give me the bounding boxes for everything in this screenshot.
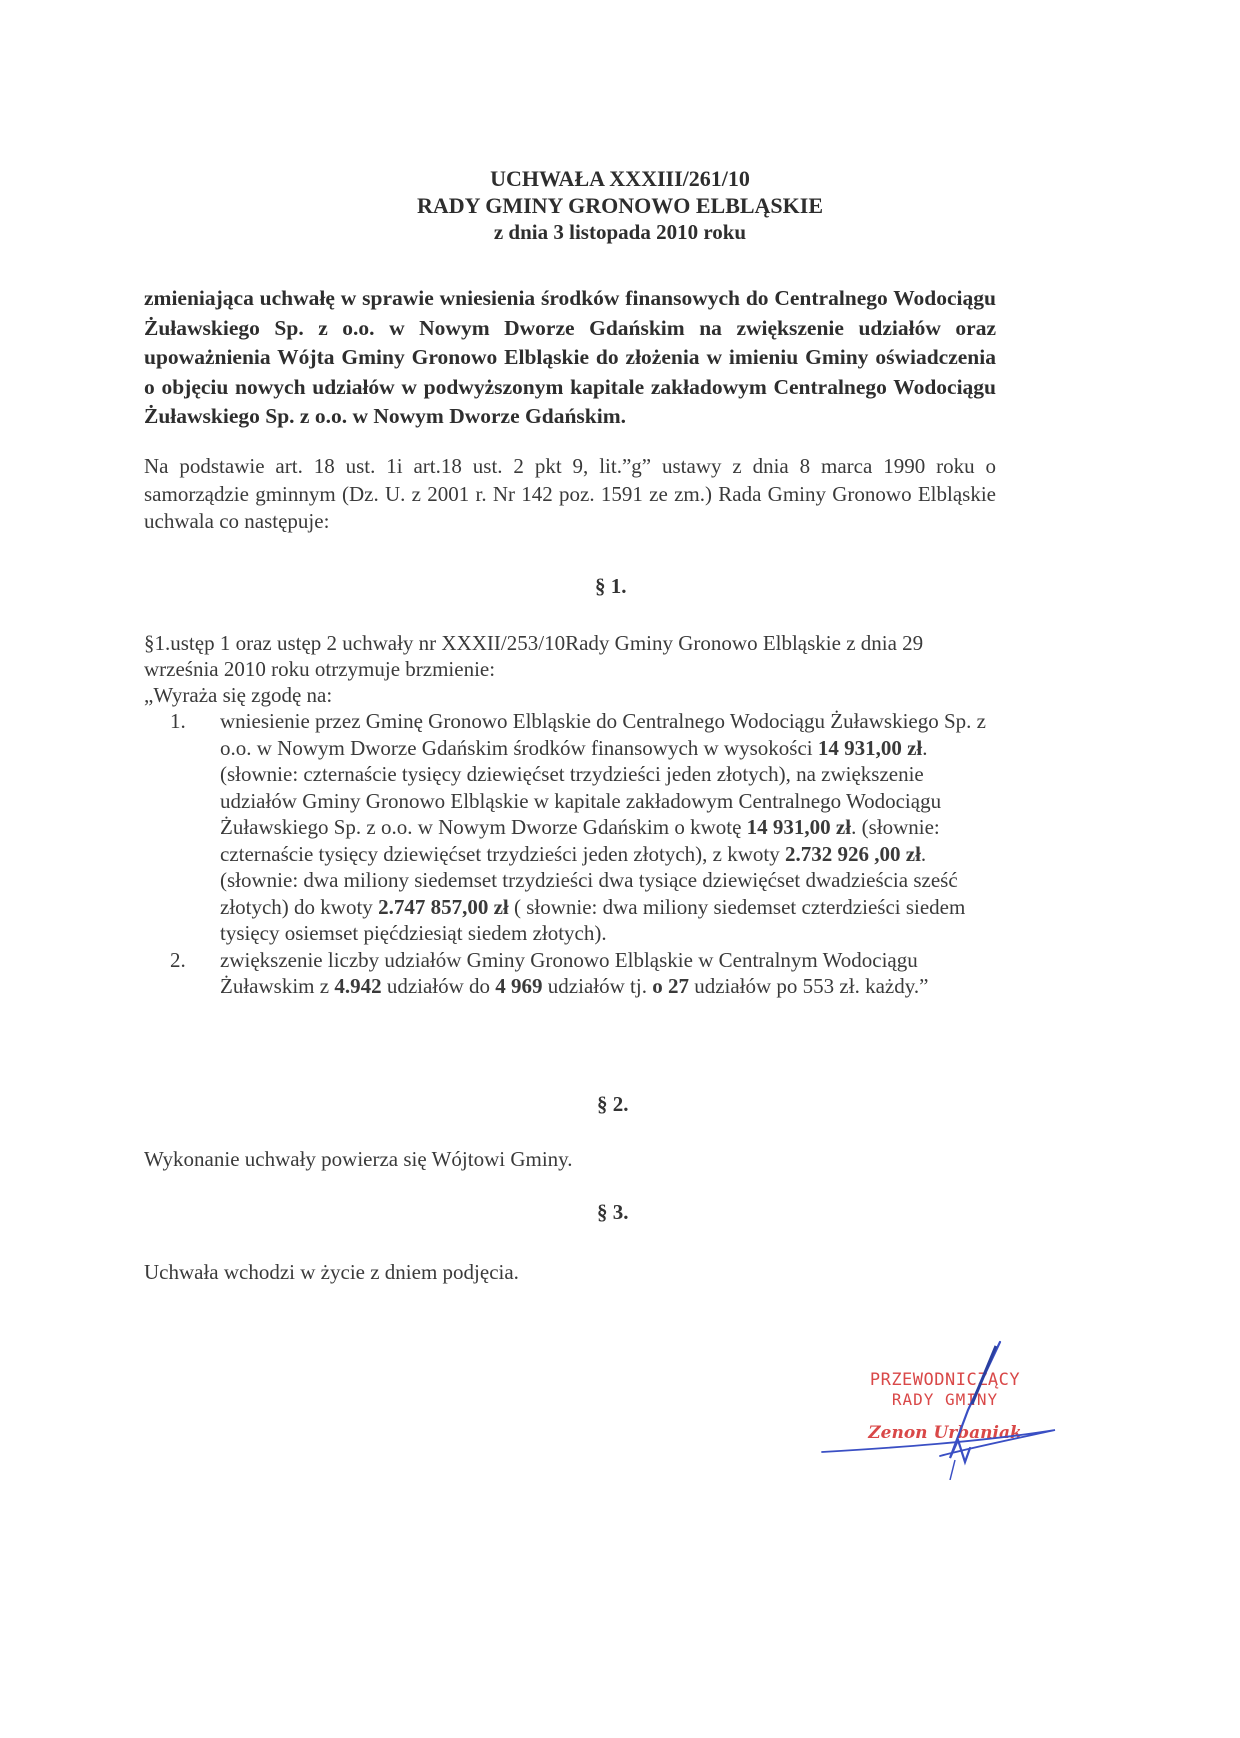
amount-from: 2.732 926 ,00 zł [785,841,921,866]
section-1-intro [144,630,996,708]
amount-to: 2.747 857,00 zł [378,894,509,919]
stamp-title: PRZEWODNICZĄCY [869,1370,1021,1390]
quote-opening: „Wyraża się zgodę na: [144,683,333,707]
shares-to: 4 969 [495,974,543,998]
list-item-number: 2. [170,947,186,972]
stamp-council: RADY GMINY [891,1390,999,1409]
amendment-list [170,708,1000,1000]
legal-basis: Na podstawie art. 18 ust. 1i art.18 ust. 2 pkt 9, lit.”g” ustawy z dnia 8 marca 1990 roku o samorządzie gminnym (Dz. U. z 2001 r. Nr 142 poz. 1591 ze zm.) Rada Gminy Gronowo Elbląskie uchwala co następuje: [144,454,996,533]
list-item [170,947,1000,1000]
resolution-date: z dnia 3 listopada 2010 roku [493,220,747,244]
list-item-text: zwiększenie liczby udziałów Gminy Gronowo Elbląskie w Centralnym Wodociągu Żuławskim z 4.942 udziałów do 4 969 udziałów tj. o 27 udziałów po 553 zł. każdy.” [220,947,929,998]
resolution-title: UCHWAŁA XXXIII/261/10 [490,166,750,191]
shares-from: 4.942 [334,974,382,998]
resolution-subject: zmieniająca uchwałę w sprawie wniesienia środków finansowych do Centralnego Wodociągu Żuławskiego Sp. z o.o. w Nowym Dworze Gdańskim na zwiększenie udziałów oraz upoważnienia Wójta Gminy Gronowo Elbląskie do złożenia w imieniu Gminy oświadczenia o objęciu nowych udziałów w podwyższonym kapitale zakładowym Centralnego Wodociągu Żuławskiego Sp. z o.o. w Nowym Dworze Gdańskim. [144,286,996,428]
list-item [170,708,1000,947]
section-2-text: Wykonanie uchwały powierza się Wójtowi Gminy. [144,1147,573,1171]
list-item-number: 1. [170,709,186,733]
section-1-intro-text: §1.ustęp 1 oraz ustęp 2 uchwały nr XXXII/253/10Rady Gminy Gronowo Elbląskie z dnia 29 września 2010 roku otrzymuje brzmienie: [144,631,924,681]
list-item-text: wniesienie przez Gminę Gronowo Elbląskie do Centralnego Wodociągu Żuławskiego Sp. z o.o. w Nowym Dworze Gdańskim środków finansowych w wysokości 14 931,00 zł. (słownie: czternaście tysięcy dziewięćset trzydzieści jeden złotych), na zwiększenie udziałów Gminy Gronowo Elbląskie w kapitale zakładowym Centralnego Wodociągu Żuławskiego Sp. z o.o. w Nowym Dworze Gdańskim o kwotę 14 931,00 zł. (słownie: czternaście tysięcy dziewięćset trzydzieści jeden złotych), z kwoty 2.732 926 ,00 zł. (słownie: dwa miliony siedemset trzydzieści dwa tysiące dziewięćset dwadzieścia sześć złotych) do kwoty 2.747 857,00 zł ( słownie: dwa miliony siedemset czterdzieści siedem tysięcy osiemset pięćdziesiąt siedem złotych). [220,709,986,945]
section-3-text: Uchwała wchodzi w życie z dniem podjęcia. [144,1260,519,1284]
shares-increase: o 27 [652,974,689,998]
amount-increase: 14 931,00 zł [746,815,852,839]
council-name: RADY GMINY GRONOWO ELBLĄSKIE [416,193,824,218]
signature-icon [800,1330,1100,1480]
section-1-heading: § 1. [595,574,627,598]
amount-contribution: 14 931,00 zł [817,735,923,760]
section-3-heading: § 3. [597,1200,629,1224]
section-2-heading: § 2. [597,1092,629,1116]
stamp-name: Zenon Urbaniak [868,1423,1022,1443]
